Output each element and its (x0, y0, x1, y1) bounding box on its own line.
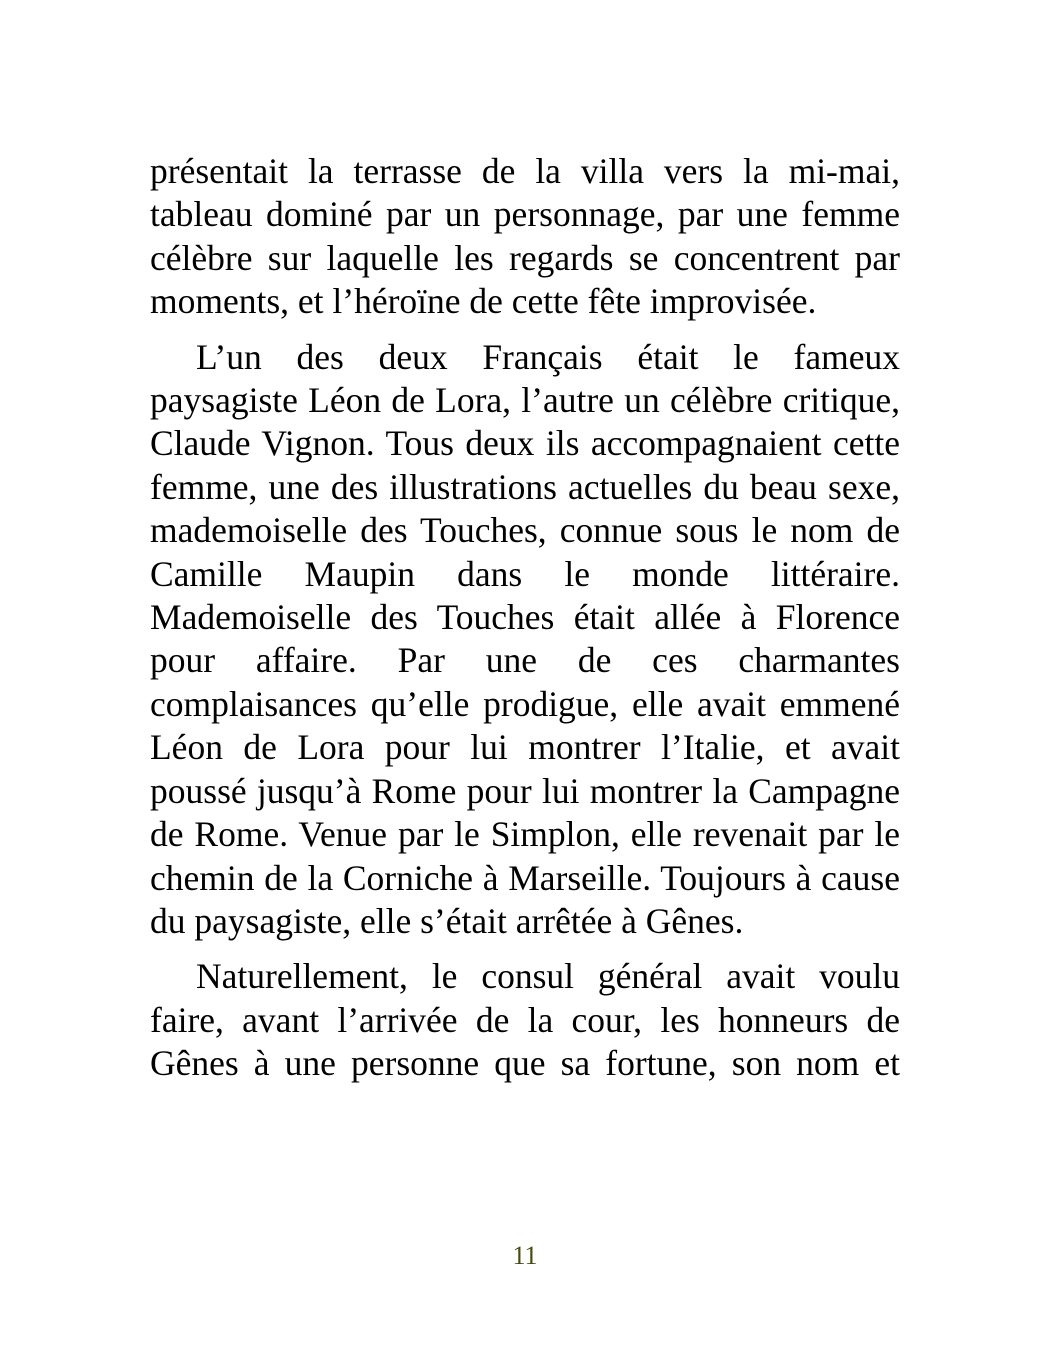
paragraph-leon-de-lora: L’un des deux Français était le fameux paysagiste Léon de Lora, l’autre un célèbre critique, Claude Vignon. Tous deux ils accompagnaient cette femme, une des illustrations actuelles du beau sexe, mademoiselle des Touches, connue sous le nom de Camille Maupin dans le monde littéraire. Mademoiselle des Touches était allée à Florence pour affaire. Par une de ces charmantes complaisances qu’elle prodigue, elle avait emmené Léon de Lora pour lui montrer l’Italie, et avait poussé jusqu’à Rome pour lui montrer la Campagne de Rome. Venue par le Simplon, elle revenait par le chemin de la Corniche à Marseille. Toujours à cause du paysagiste, elle s’était arrêtée à Gênes. (150, 336, 900, 941)
paragraph-consul-general: Naturellement, le consul général avait voulu faire, avant l’arrivée de la cour, les honneurs de Gênes à une personne que sa fortune, son nom et (150, 956, 900, 1084)
page-body (150, 150, 900, 1098)
paragraph-continued: présentait la terrasse de la villa vers la mi-mai, tableau dominé par un personnage, par une femme célèbre sur laquelle les regards se concentrent par moments, et l’héroïne de cette fête improvisée. (150, 151, 900, 322)
page-number: 11 (512, 1241, 538, 1270)
